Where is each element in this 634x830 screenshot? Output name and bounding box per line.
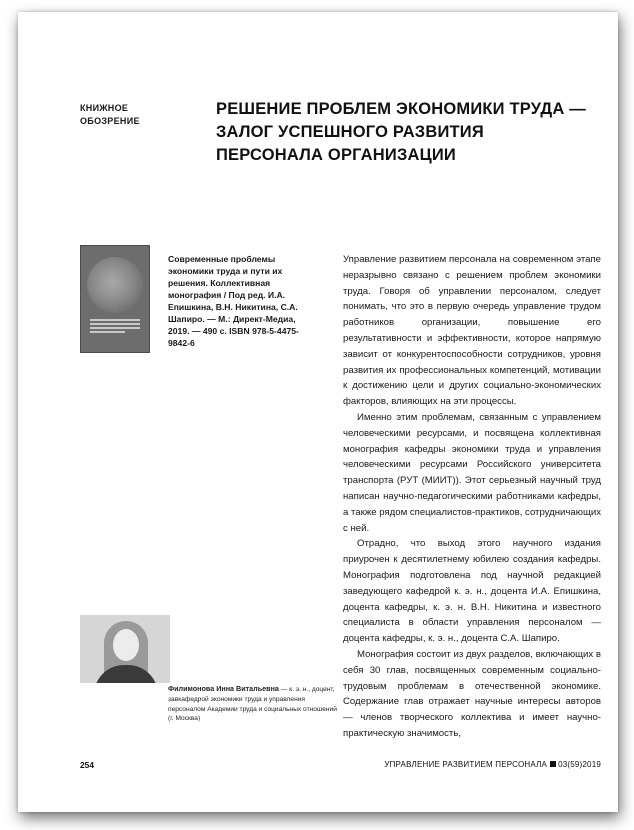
author-caption [168, 684, 343, 724]
article-body [343, 252, 601, 742]
running-footer [343, 760, 601, 769]
cover-title-lines [90, 319, 140, 335]
journal-issue: 03(59)2019 [558, 760, 601, 769]
body-paragraph: Монография состоит из двух разделов, включающих в себя 30 глав, посвященных современным социально-трудовым проблемам в отечественной экономике. Содержание глав отражает научные интересы авторов — членов творческого коллектива и имеет научно-практическую значимость, [343, 648, 601, 739]
author-photo [80, 615, 170, 683]
book-cover-image [80, 245, 150, 353]
globe-graphic [87, 257, 143, 313]
square-separator-icon [550, 761, 556, 767]
section-rubric: КНИЖНОЕ ОБОЗРЕНИЕ [80, 103, 140, 126]
journal-page [18, 12, 618, 812]
author-name: Филимонова Инна Витальевна [168, 684, 279, 693]
journal-name: УПРАВЛЕНИЕ РАЗВИТИЕМ ПЕРСОНАЛА [384, 760, 548, 769]
page-number: 254 [80, 760, 94, 770]
book-reference: Современные проблемы экономики труда и пути их решения. Коллективная монография / Под ред. И.А. Епишкина, В.Н. Никитина, С.А. Шапиро. — М.: Директ-Медиа, 2019. — 490 с. ISBN 978-5-4475-9842-6 [168, 254, 299, 348]
author-description: — к. э. н., доцент, завкафедрой экономики труда и управления персоналом Академии труда и социальных отношений (г. Москва) [168, 686, 337, 723]
article-title: РЕШЕНИЕ ПРОБЛЕМ ЭКОНОМИКИ ТРУДА — ЗАЛОГ УСПЕШНОГО РАЗВИТИЯ ПЕРСОНАЛА ОРГАНИЗАЦИИ [216, 100, 586, 164]
body-paragraph: Управление развитием персонала на современном этапе неразрывно связано с решением проблем экономики труда. Говоря об управлении персоналом, следует понимать, что это в первую очередь управление трудом работников организации, повышение его результативности и эффективности, которое напрямую зависит от конкурентоспособности сотрудников, уровня развития их профессиональных компетенций, мотивации к достижению цели и других социально-экономических факторов, влияющих на эти процессы. [343, 254, 601, 408]
body-paragraph: Именно этим проблемам, связанным с управлением человеческими ресурсами, и посвящена коллективная монография кафедры экономики труда и управления человеческими ресурсами Российского университета транспорта (РУТ (МИИТ)). Этот серьезный научный труд написан научно-педагогическими работниками кафедры, а также рядом специалистов-практиков, сотрудничающих с ней. [343, 411, 601, 534]
body-paragraph: Отрадно, что выход этого научного издания приурочен к десятилетнему юбилею создания кафедры. Монография подготовлена под научной редакцией заведующего кафедрой к. э. н., доцента И.А. Епишкина, доцента кафедры, к. э. н. В.Н. Никитина и известного специалиста в области управления персоналом — доцента кафедры, к. э. н., доцента С.А. Шапиро. [343, 538, 601, 645]
